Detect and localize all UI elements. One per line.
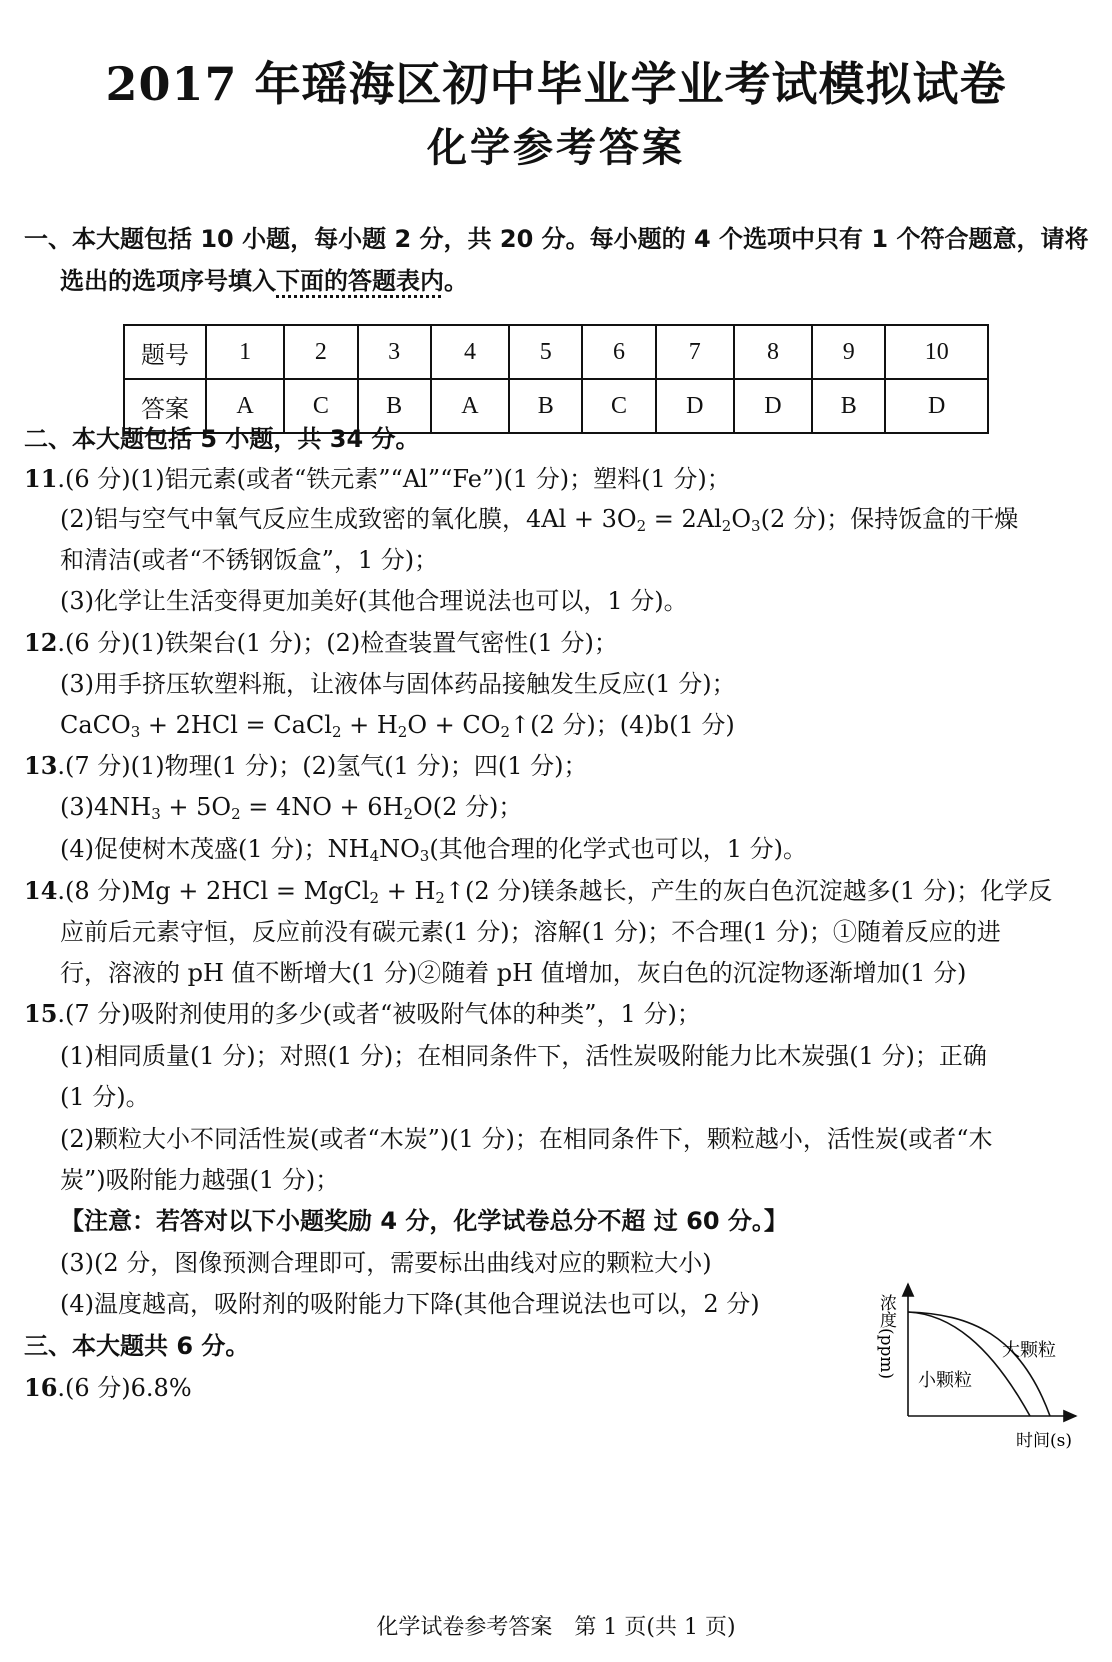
answer-cell: C <box>582 379 655 433</box>
q15-line1 <box>24 999 701 1029</box>
table-head-cell: 答案 <box>124 379 206 433</box>
concentration-time-figure <box>876 1274 1090 1454</box>
q11-text: O <box>731 505 752 533</box>
section3-heading: 三、本大题共 6 分。 <box>24 1332 250 1360</box>
page-subtitle: 化学参考答案 <box>427 124 685 171</box>
answer-cell: C <box>284 379 357 433</box>
large-particle-label: 大颗粒 <box>1002 1340 1056 1361</box>
answer-cell: B <box>358 379 431 433</box>
question-number: 11 <box>24 464 58 493</box>
answer-table <box>123 324 989 434</box>
q13-text: (4)促使树木茂盛(1 分)；NH <box>60 835 370 863</box>
question-number-cell: 4 <box>431 325 509 379</box>
q13-line3 <box>60 834 807 864</box>
q13-text: (3)4NH <box>60 793 152 821</box>
q13-text: + 5O <box>160 793 232 821</box>
answer-cell: D <box>734 379 812 433</box>
q15-line4: (2)颗粒大小不同活性炭(或者“木炭”)(1 分)；在相同条件下，颗粒越小，活性炭(或者“木 <box>60 1125 993 1153</box>
q11-line1 <box>24 464 731 494</box>
subscript: 2 <box>331 723 342 741</box>
question-number: 13 <box>24 751 58 780</box>
q13-line1 <box>24 751 588 781</box>
subscript: 2 <box>636 517 647 535</box>
table-head-cell: 题号 <box>124 325 206 379</box>
q13-text: NO <box>379 835 420 863</box>
question-number-cell: 7 <box>656 325 734 379</box>
q13-text: O(2 分)； <box>413 793 523 821</box>
q14-line1 <box>24 876 1052 906</box>
subscript: 4 <box>369 847 380 865</box>
question-number-cell: 10 <box>885 325 988 379</box>
large-particle-curve <box>908 1312 1050 1416</box>
question-number: 15 <box>24 999 58 1028</box>
question-number: 16 <box>24 1373 58 1402</box>
q12-text: CaCO <box>60 711 131 739</box>
q11-text: (2)铝与空气中氧气反应生成致密的氧化膜，4Al + 3O <box>60 505 637 533</box>
q13-text: = 4NO + 6H <box>240 793 404 821</box>
section1-heading: 一、本大题包括 10 小题，每小题 2 分，共 20 分。每小题的 4 个选项中只有 1 个符合题意，请将 <box>24 225 1089 253</box>
page-footer: 化学试卷参考答案 第 1 页(共 1 页) <box>376 1615 736 1640</box>
q15-line3: (1 分)。 <box>60 1083 150 1111</box>
small-particle-label: 小颗粒 <box>918 1370 972 1391</box>
page-title: 2017 年瑶海区初中毕业学业考试模拟试卷 <box>105 57 1007 111</box>
subscript: 3 <box>751 517 761 535</box>
answer-cell: B <box>509 379 582 433</box>
q14-text: .(8 分)Mg + 2HCl = MgCl <box>57 877 370 905</box>
q12-text: + 2HCl = CaCl <box>140 711 332 739</box>
subscript: 2 <box>403 805 414 823</box>
q15-line6: (3)(2 分，图像预测合理即可，需要标出曲线对应的颗粒大小) <box>60 1249 712 1277</box>
q15-line2: (1)相同质量(1 分)；对照(1 分)；在相同条件下，活性炭吸附能力比木炭强(1 分)；正确 <box>60 1042 987 1070</box>
section1-emphasis: 下面的答题表内 <box>276 267 444 295</box>
q14-text: + H <box>379 877 436 905</box>
q12-text: + H <box>341 711 398 739</box>
subscript: 2 <box>397 723 408 741</box>
question-number-cell: 2 <box>284 325 357 379</box>
q11-line4: (3)化学让生活变得更加美好(其他合理说法也可以，1 分)。 <box>60 587 688 615</box>
question-number-cell: 1 <box>206 325 284 379</box>
q12-line3 <box>60 710 735 740</box>
table-row <box>124 325 988 379</box>
answer-cell: A <box>206 379 284 433</box>
q16-line <box>24 1373 192 1403</box>
question-number: 12 <box>24 628 58 657</box>
subscript: 3 <box>151 805 161 823</box>
q11-text: = 2Al <box>646 505 722 533</box>
question-number-cell: 6 <box>582 325 655 379</box>
subscript: 2 <box>369 889 380 907</box>
subscript: 2 <box>500 723 510 741</box>
section1-heading-line2 <box>60 266 468 296</box>
q13-text: .(7 分)(1)物理(1 分)；(2)氢气(1 分)；四(1 分)； <box>57 752 588 780</box>
question-number-cell: 9 <box>812 325 885 379</box>
q15-line5: 炭”)吸附能力越强(1 分)； <box>60 1166 340 1194</box>
bonus-note: 【注意：若答对以下小题奖励 4 分，化学试卷总分不超 过 60 分。】 <box>60 1207 788 1235</box>
question-number-cell: 3 <box>358 325 431 379</box>
q12-line1 <box>24 628 618 658</box>
q11-line3: 和清洁(或者“不锈钢饭盒”，1 分)； <box>60 546 439 574</box>
question-number-cell: 5 <box>509 325 582 379</box>
q11-text: .(6 分)(1)铝元素(或者“铁元素”“Al”“Fe”)(1 分)；塑料(1 分)； <box>57 465 731 493</box>
q12-text: .(6 分)(1)铁架台(1 分)；(2)检查装置气密性(1 分)； <box>57 629 618 657</box>
answer-cell: B <box>812 379 885 433</box>
answer-cell: A <box>431 379 509 433</box>
section1-period: 。 <box>444 267 468 295</box>
q12-text: ↑(2 分)；(4)b(1 分) <box>509 711 735 739</box>
q14-line3: 行，溶液的 pH 值不断增大(1 分)②随着 pH 值增加，灰白色的沉淀物逐渐增加(1 分) <box>60 959 967 987</box>
q14-line2: 应前后元素守恒，反应前没有碳元素(1 分)；溶解(1 分)；不合理(1 分)；①随着反应的进 <box>60 918 1001 946</box>
section1-text: 选出的选项序号填入 <box>60 267 276 295</box>
q14-text: ↑(2 分)镁条越长，产生的灰白色沉淀越多(1 分)；化学反 <box>444 877 1053 905</box>
q16-text: .(6 分)6.8% <box>57 1374 192 1402</box>
q12-text: O + CO <box>407 711 501 739</box>
q11-line2 <box>60 504 1018 534</box>
small-particle-curve <box>908 1312 1030 1416</box>
q13-text: (其他合理的化学式也可以，1 分)。 <box>429 835 807 863</box>
q13-line2 <box>60 792 522 822</box>
q15-line7: (4)温度越高，吸附剂的吸附能力下降(其他合理说法也可以，2 分) <box>60 1290 760 1318</box>
subscript: 2 <box>721 517 732 535</box>
question-number-cell: 8 <box>734 325 812 379</box>
subscript: 2 <box>231 805 241 823</box>
answer-cell: D <box>885 379 988 433</box>
subscript: 2 <box>435 889 445 907</box>
x-axis-label: 时间(s) <box>1016 1431 1072 1451</box>
answer-cell: D <box>656 379 734 433</box>
y-axis-label: 浓度(ppm) <box>876 1294 896 1380</box>
section2-heading: 二、本大题包括 5 小题，共 34 分。 <box>24 425 420 453</box>
q11-text: (2 分)；保持饭盒的干燥 <box>760 505 1019 533</box>
subscript: 3 <box>130 723 141 741</box>
question-number: 14 <box>24 876 58 905</box>
q12-line2: (3)用手挤压软塑料瓶，让液体与固体药品接触发生反应(1 分)； <box>60 670 736 698</box>
q15-text: .(7 分)吸附剂使用的多少(或者“被吸附气体的种类”，1 分)； <box>57 1000 701 1028</box>
subscript: 3 <box>419 847 430 865</box>
